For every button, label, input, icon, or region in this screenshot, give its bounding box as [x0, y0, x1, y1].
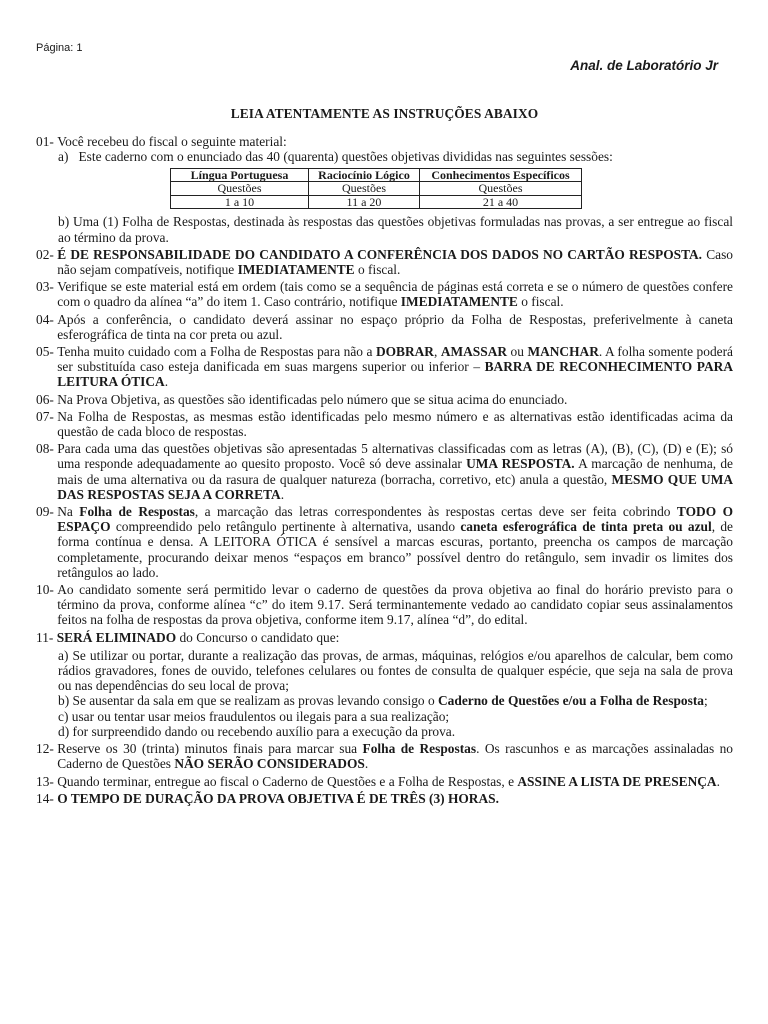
emphasis-text: O TEMPO DE DURAÇÃO DA PROVA OBJETIVA É DE TRÊS (3) HORAS. — [57, 790, 499, 806]
item-text: ou — [507, 344, 528, 360]
instruction-14 — [36, 791, 733, 806]
item-text: . Os rascunhos e as marcações assinaladas no Caderno de Questões — [57, 741, 733, 772]
instruction-01-a — [36, 149, 733, 164]
item-text: . — [164, 374, 169, 390]
item-number: 02- — [36, 246, 58, 262]
table-cell: Questões — [171, 182, 309, 196]
emphasis-text: SERÁ ELIMINADO — [56, 629, 177, 645]
item-number: 14- — [36, 790, 58, 806]
emphasis-text: TODO O ESPAÇO — [57, 504, 733, 535]
item-text: . — [716, 773, 720, 789]
item-text: o fiscal. — [517, 294, 564, 310]
item-number: 07- — [36, 408, 58, 424]
emphasis-text: IMEDIATAMENTE — [237, 262, 355, 277]
emphasis-text: Folha de Respostas — [362, 741, 477, 757]
instruction-13 — [36, 774, 733, 789]
emphasis-text: caneta esferográfica de tinta preta ou azul — [460, 519, 712, 535]
sub-item-text: ; — [703, 693, 708, 709]
item-number: 04- — [36, 311, 58, 327]
item-text: Ao candidato somente será permitido levar o caderno de questões da prova objetiva ao final do horário previsto para o término da prova, conforme alínea “c” do item 9.17. Será terminantemente vedado ao candidato copiar seus assinalamentos feitos na folha de respostas da prova objetiva, conforme item 9.17, alínea “d”, do edital. — [57, 582, 733, 628]
item-text: . A folha somente poderá ser substituída caso esteja danificada em suas margens superior ou inferior – — [57, 344, 733, 375]
table-cell: Questões — [309, 182, 420, 196]
table-header-cell: Raciocínio Lógico — [309, 168, 420, 182]
item-number: 05- — [36, 344, 58, 360]
item-number: 08- — [36, 441, 58, 457]
item-text: o fiscal. — [354, 262, 401, 277]
emphasis-text: MANCHAR — [527, 344, 599, 360]
instruction-01 — [36, 134, 733, 149]
item-text: Verifique se este material está em ordem (tais como se a sequência de páginas está correta e se o número de questões confere com o quadro da alínea “a” do item 1. Caso contrário, notifique — [57, 279, 733, 310]
page-number: Página: 1 — [36, 42, 83, 54]
item-text: , de forma contínua e densa. A LEITORA ÓTICA é sensível a marcas escuras, portanto, preencha os campos de marcação completamente, procurando deixar menos “espaços em branco” possível dentro do retângulo, sem invadir os limites dos retângulos ao lado. — [57, 519, 733, 580]
instruction-02 — [36, 247, 733, 277]
item-text: Na — [57, 504, 80, 520]
item-text: do Concurso o candidato que: — [176, 629, 340, 645]
instruction-08 — [36, 441, 733, 502]
item-number: 11- — [36, 629, 57, 645]
instruction-11-b — [36, 693, 733, 708]
item-number: 06- — [36, 391, 58, 407]
sub-item-text: Este caderno com o enunciado das 40 (quarenta) questões objetivas divididas nas seguintes sessões: — [78, 149, 613, 165]
sub-item-label: a) — [58, 149, 69, 165]
instruction-06 — [36, 392, 733, 407]
emphasis-text: AMASSAR — [440, 344, 508, 360]
emphasis-text: ASSINE A LISTA DE PRESENÇA — [517, 773, 717, 789]
item-text: Tenha muito cuidado com a Folha de Respostas para não a — [57, 344, 376, 360]
item-text: . — [364, 756, 369, 772]
instruction-11 — [36, 630, 733, 645]
material-table — [170, 168, 582, 210]
item-number: 13- — [36, 773, 58, 789]
emphasis-text: DOBRAR — [375, 344, 434, 360]
emphasis-text: NÃO SERÃO CONSIDERADOS — [174, 756, 365, 772]
item-text: Após a conferência, o candidato deverá assinar no espaço próprio da Folha de Respostas, preferivelmente à caneta esferográfica de tinta na cor preta ou azul. — [57, 311, 733, 342]
table-cell: Questões — [420, 182, 582, 196]
instruction-11-d: d) for surpreendido dando ou recebendo auxílio para a execução da prova. — [58, 723, 456, 739]
table-row — [171, 182, 582, 196]
item-text: Na Folha de Respostas, as mesmas estão identificadas pelo mesmo número e as alternativas estão identificadas acima da questão de cada bloco de respostas. — [57, 408, 733, 440]
item-text: A marcação de nenhuma, de mais de uma alternativa ou da rasura de qualquer natureza (borracha, corretivo, etc) anula a questão, — [57, 456, 733, 487]
emphasis-text: É DE RESPONSABILIDADE DO CANDIDATO A CONFERÊNCIA DOS DADOS NO CARTÃO RESPOSTA. — [57, 246, 703, 262]
instruction-12 — [36, 741, 733, 771]
item-text: , — [433, 344, 441, 360]
item-text: Caso não sejam compatíveis, notifique — [57, 246, 733, 277]
item-text: Você recebeu do fiscal o seguinte material: — [57, 134, 287, 150]
emphasis-text: UMA RESPOSTA. — [466, 456, 575, 472]
item-text: . — [280, 486, 285, 502]
table-header-cell: Conhecimentos Específicos — [420, 168, 582, 182]
instruction-11-a: a) Se utilizar ou portar, durante a realização das provas, de armas, máquinas, relógios e/ou aparelhos de calcular, bem como rádios gravadores, fones de ouvido, telefones celulares ou fontes de consulta de qualquer espécie, que seja na sala de prova ou nas dependências do seu local de prova; — [58, 647, 733, 694]
instruction-04 — [36, 312, 733, 342]
instruction-07 — [36, 409, 733, 439]
exam-role-title: Anal. de Laboratório Jr — [570, 58, 718, 73]
item-number: 01- — [36, 134, 58, 150]
item-text: , a marcação das letras correspondentes às respostas certas deve ser feita cobrindo — [194, 504, 677, 520]
instruction-11-c: c) usar ou tentar usar meios fraudulentos ou ilegais para a sua realização; — [58, 708, 450, 724]
table-header-cell: Língua Portuguesa — [171, 168, 309, 182]
item-number: 03- — [36, 279, 58, 295]
emphasis-text: Folha de Respostas — [79, 504, 195, 520]
item-number: 12- — [36, 741, 58, 757]
instruction-05 — [36, 344, 733, 390]
item-text: Reserve os 30 (trinta) minutos finais para marcar sua — [57, 741, 363, 757]
table-header-row — [171, 168, 582, 182]
table-cell: 21 a 40 — [420, 195, 582, 209]
item-text: Na Prova Objetiva, as questões são identificadas pelo número que se situa acima do enunciado. — [57, 391, 568, 407]
instructions-body — [36, 106, 733, 806]
table-cell: 11 a 20 — [309, 195, 420, 209]
instruction-09 — [36, 504, 733, 580]
instruction-03 — [36, 279, 733, 309]
item-number: 09- — [36, 504, 58, 520]
item-text: Quando terminar, entregue ao fiscal o Caderno de Questões e a Folha de Respostas, e — [57, 773, 518, 789]
emphasis-text: IMEDIATAMENTE — [400, 294, 518, 310]
emphasis-text: Caderno de Questões e/ou a Folha de Resposta — [438, 693, 704, 709]
table-row — [171, 195, 582, 209]
emphasis-text: BARRA DE RECONHECIMENTO PARA LEITURA ÓTICA — [57, 359, 733, 390]
item-text: compreendido pelo retângulo pertinente à alternativa, usando — [110, 519, 461, 535]
instructions-heading: LEIA ATENTAMENTE AS INSTRUÇÕES ABAIXO — [230, 106, 539, 121]
emphasis-text: MESMO QUE UMA DAS RESPOSTAS SEJA A CORRETA — [57, 471, 734, 502]
sub-item-text: b) Se ausentar da sala em que se realizam as provas levando consigo o — [58, 693, 439, 709]
table-cell: 1 a 10 — [171, 195, 309, 209]
item-number: 10- — [36, 582, 58, 598]
instruction-10 — [36, 582, 733, 628]
item-text: Para cada uma das questões objetivas são apresentadas 5 alternativas classificadas com as letras (A), (B), (C), (D) e (E); só uma responde adequadamente ao quesito proposto. Você só deve assinalar — [57, 441, 733, 472]
instruction-01-b: b) Uma (1) Folha de Respostas, destinada às respostas das questões objetivas formuladas nas provas, a ser entregue ao fiscal ao término da prova. — [58, 214, 733, 245]
